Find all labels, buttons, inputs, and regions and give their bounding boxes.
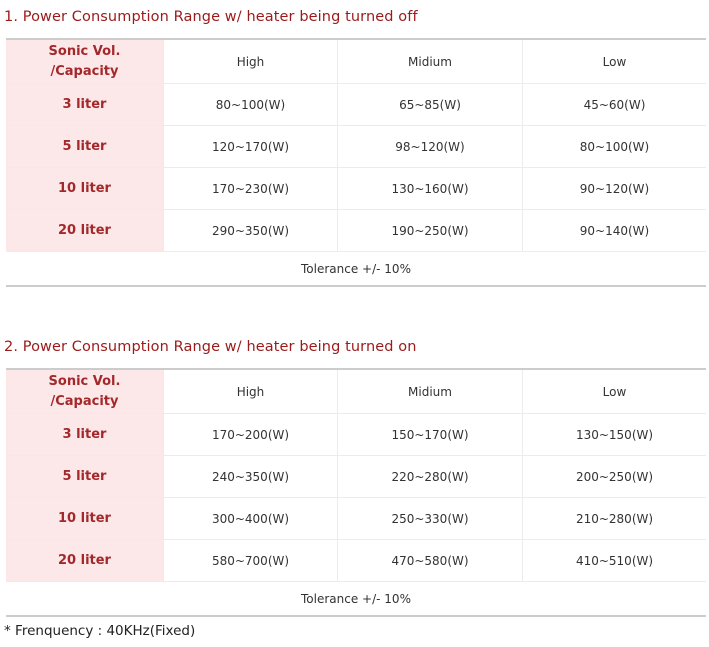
table-row bbox=[6, 414, 706, 456]
power-table-heater-on bbox=[6, 368, 706, 617]
header-medium: Midium bbox=[338, 370, 523, 413]
table-header-row bbox=[6, 370, 706, 414]
table-row bbox=[6, 168, 706, 210]
frequency-footnote: * Frenquency : 40KHz(Fixed) bbox=[4, 623, 196, 639]
section-title: 1. Power Consumption Range w/ heater being turned off bbox=[4, 9, 418, 25]
value-high: 300~400(W) bbox=[164, 498, 338, 539]
header-label-cell bbox=[6, 370, 164, 413]
value-medium: 130~160(W) bbox=[338, 168, 523, 209]
value-low: 200~250(W) bbox=[575, 469, 654, 484]
table-row bbox=[6, 498, 706, 540]
header-low: Low bbox=[602, 384, 627, 399]
value-low: 210~280(W) bbox=[575, 511, 654, 526]
value-low: 80~100(W) bbox=[579, 139, 650, 154]
row-label: 5 liter bbox=[6, 456, 164, 497]
table-row bbox=[6, 456, 706, 498]
header-high: High bbox=[164, 370, 338, 413]
tolerance-note: Tolerance +/- 10% bbox=[6, 582, 706, 617]
tolerance-note: Tolerance +/- 10% bbox=[6, 252, 706, 287]
value-low: 130~150(W) bbox=[575, 427, 654, 442]
header-label-cell bbox=[6, 40, 164, 83]
value-medium: 250~330(W) bbox=[338, 498, 523, 539]
row-label: 10 liter bbox=[6, 498, 164, 539]
power-table-heater-off bbox=[6, 38, 706, 287]
row-label: 3 liter bbox=[6, 84, 164, 125]
table-row bbox=[6, 210, 706, 252]
header-label-line2: /Capacity bbox=[50, 393, 119, 409]
row-label: 3 liter bbox=[6, 414, 164, 455]
row-label: 5 liter bbox=[6, 126, 164, 167]
row-label: 20 liter bbox=[6, 540, 164, 581]
value-low: 90~140(W) bbox=[579, 223, 650, 238]
value-medium: 470~580(W) bbox=[338, 540, 523, 581]
value-low: 45~60(W) bbox=[583, 97, 646, 112]
value-high: 120~170(W) bbox=[164, 126, 338, 167]
table-row bbox=[6, 540, 706, 582]
value-low: 90~120(W) bbox=[579, 181, 650, 196]
value-high: 170~200(W) bbox=[164, 414, 338, 455]
value-medium: 220~280(W) bbox=[338, 456, 523, 497]
header-label-line1: Sonic Vol. bbox=[48, 43, 121, 59]
table-row bbox=[6, 126, 706, 168]
row-label: 10 liter bbox=[6, 168, 164, 209]
value-medium: 150~170(W) bbox=[338, 414, 523, 455]
value-medium: 98~120(W) bbox=[338, 126, 523, 167]
value-high: 580~700(W) bbox=[164, 540, 338, 581]
table-row bbox=[6, 84, 706, 126]
header-medium: Midium bbox=[338, 40, 523, 83]
value-high: 80~100(W) bbox=[164, 84, 338, 125]
value-medium: 65~85(W) bbox=[338, 84, 523, 125]
value-low: 410~510(W) bbox=[575, 553, 654, 568]
table-header-row bbox=[6, 40, 706, 84]
section-title: 2. Power Consumption Range w/ heater being turned on bbox=[4, 339, 417, 355]
header-low: Low bbox=[602, 54, 627, 69]
header-label-line1: Sonic Vol. bbox=[48, 373, 121, 389]
value-high: 240~350(W) bbox=[164, 456, 338, 497]
row-label: 20 liter bbox=[6, 210, 164, 251]
value-medium: 190~250(W) bbox=[338, 210, 523, 251]
header-label-line2: /Capacity bbox=[50, 63, 119, 79]
value-high: 170~230(W) bbox=[164, 168, 338, 209]
value-high: 290~350(W) bbox=[164, 210, 338, 251]
header-high: High bbox=[164, 40, 338, 83]
